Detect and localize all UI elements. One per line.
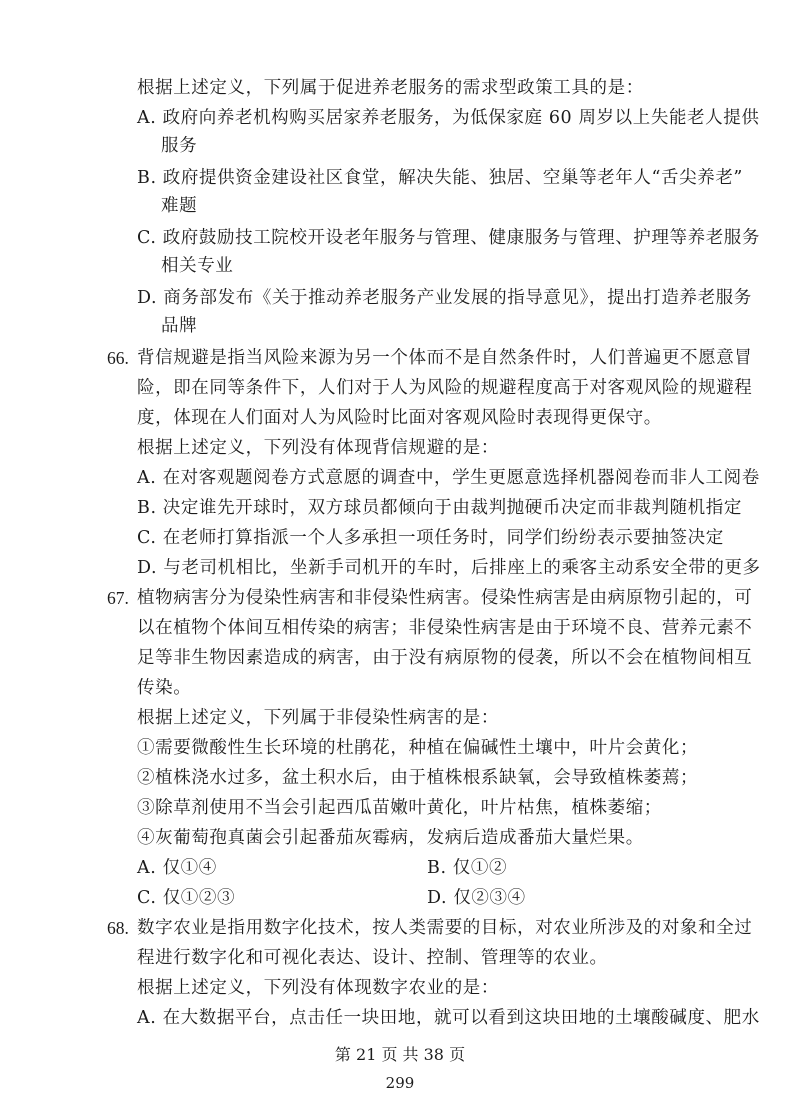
q66-prompt: 根据上述定义，下列没有体现背信规避的是： [137, 438, 499, 458]
q67-prompt: 根据上述定义，下列属于非侵染性病害的是： [137, 708, 499, 728]
q67-choice-c: C. 仅①②③ [137, 888, 236, 908]
q68-text-line2: 程进行数字化和可视化表达、设计、控制、管理等的农业。 [137, 948, 608, 968]
q66-text-line3: 度，体现在人们面对人为风险时比面对客观风险时表现得更保守。 [137, 408, 662, 428]
q65-option-c-line1: C. 政府鼓励技工院校开设老年服务与管理、健康服务与管理、护理等养老服务 [137, 228, 760, 248]
q67-text-line2: 以在植物个体间互相传染的病害；非侵染性病害是由于环境不良、营养元素不 [137, 618, 753, 638]
q67-item-1: ①需要微酸性生长环境的杜鹃花，种植在偏碱性土壤中，叶片会黄化； [137, 738, 699, 758]
q67-item-4: ④灰葡萄孢真菌会引起番茄灰霉病，发病后造成番茄大量烂果。 [137, 828, 644, 848]
q65-option-c-line2: 相关专业 [161, 256, 234, 276]
q66-option-b: B. 决定谁先开球时，双方球员都倾向于由裁判抛硬币决定而非裁判随机指定 [137, 498, 742, 518]
q65-option-d-line1: D. 商务部发布《关于推动养老服务产业发展的指导意见》，提出打造养老服务 [137, 288, 752, 308]
q68-option-a: A. 在大数据平台，点击任一块田地，就可以看到这块田地的土壤酸碱度、肥水 [137, 1008, 760, 1028]
q66-text-line1: 背信规避是指当风险来源为另一个体而不是自然条件时，人们普遍更不愿意冒 [137, 348, 753, 368]
q65-option-b-line2: 难题 [161, 196, 198, 216]
q67-choice-b: B. 仅①② [427, 858, 508, 878]
q68-text-line1: 数字农业是指用数字化技术，按人类需要的目标，对农业所涉及的对象和全过 [137, 918, 753, 938]
q66-option-d: D. 与老司机相比，坐新手司机开的车时，后排座上的乘客主动系安全带的更多 [137, 558, 761, 578]
q65-prompt: 根据上述定义，下列属于促进养老服务的需求型政策工具的是： [137, 78, 644, 98]
q67-choice-d: D. 仅②③④ [427, 888, 526, 908]
q66-option-a: A. 在对客观题阅卷方式意愿的调查中，学生更愿意选择机器阅卷而非人工阅卷 [137, 468, 760, 488]
q67-number: 67. [107, 588, 129, 608]
q66-option-c: C. 在老师打算指派一个人多承担一项任务时，同学们纷纷表示要抽签决定 [137, 528, 724, 548]
q67-choice-a: A. 仅①④ [137, 858, 217, 878]
q65-option-d-line2: 品牌 [161, 316, 198, 336]
page-number: 299 [385, 1074, 415, 1092]
q66-number: 66. [107, 348, 129, 368]
q67-text-line1: 植物病害分为侵染性病害和非侵染性病害。侵染性病害是由病原物引起的，可 [137, 588, 753, 608]
q65-option-a-line1: A. 政府向养老机构购买居家养老服务，为低保家庭 60 周岁以上失能老人提供 [137, 108, 760, 128]
q66-text-line2: 险，即在同等条件下，人们对于人为风险的规避程度高于对客观风险的规避程 [137, 378, 753, 398]
q67-item-2: ②植株浇水过多，盆土积水后，由于植株根系缺氧，会导致植株萎蔫； [137, 768, 699, 788]
q67-item-3: ③除草剂使用不当会引起西瓜苗嫩叶黄化，叶片枯焦，植株萎缩； [137, 798, 662, 818]
page-label: 第 21 页 共 38 页 [334, 1045, 466, 1064]
q68-prompt: 根据上述定义，下列没有体现数字农业的是： [137, 978, 499, 998]
q65-option-a-line2: 服务 [161, 136, 198, 156]
q68-number: 68. [107, 918, 129, 938]
q65-option-b-line1: B. 政府提供资金建设社区食堂，解决失能、独居、空巢等老年人“舌尖养老” [137, 168, 743, 188]
q67-text-line3: 足等非生物因素造成的病害，由于没有病原物的侵袭，所以不会在植物间相互 [137, 648, 753, 668]
q67-text-line4: 传染。 [137, 678, 192, 698]
